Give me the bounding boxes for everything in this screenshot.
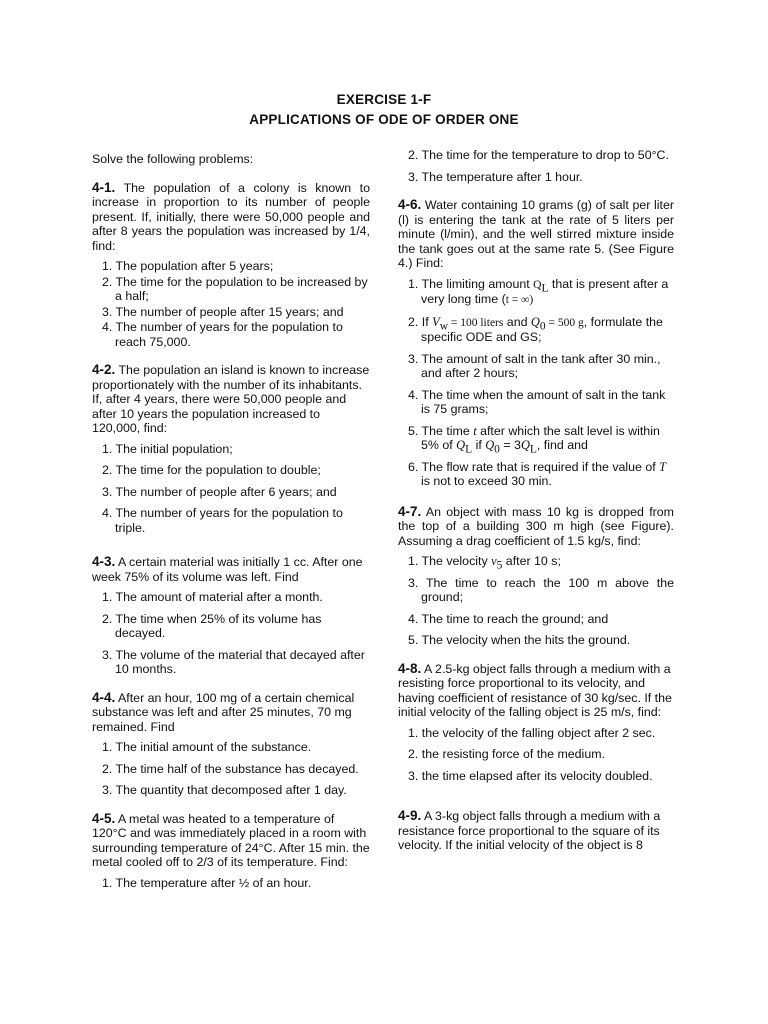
subquestion: 2. The time for the population to be increased by a half; xyxy=(102,274,368,303)
problem-statement xyxy=(398,505,674,549)
statement-text: An object with mass 10 kg is dropped from the top of a building 300 m high (see Figure). Assuming a drag coefficient of 1.5 kg/s, find: xyxy=(398,504,674,548)
problem-number: 4-6. xyxy=(398,197,422,212)
subquestion: 2. The time half of the substance has decayed. xyxy=(102,761,359,776)
subquestion: 5. The time t after which the salt level is within 5% of $Q_L$ if $Q_0 = 3Q_L$, find and xyxy=(408,423,660,456)
subquestion-list xyxy=(398,277,674,489)
statement-text: A certain material was initially 1 cc. After one week 75% of its volume was left. Find xyxy=(92,555,363,584)
document-header xyxy=(0,90,768,130)
subquestion-list xyxy=(92,442,370,536)
subquestion: 2. The time for the temperature to drop to 50°C. xyxy=(408,148,669,162)
statement-text: A 2.5-kg object falls through a medium with a resisting force proportional to its velocity, and having coefficient of resistance of 30 kg/sec. If the initial velocity of the falling object is 25 m/s, find: xyxy=(398,661,672,719)
problem-4-5 xyxy=(92,812,370,891)
subquestion: 3. The number of people after 15 years; and xyxy=(102,304,344,319)
subquestion: 3. The temperature after 1 hour. xyxy=(408,169,583,184)
statement-text: After an hour, 100 mg of a certain chemical substance was left and after 25 minutes, 70 mg remained. Find xyxy=(92,690,355,734)
problem-number: 4-7. xyxy=(398,503,422,519)
subquestion-list xyxy=(398,554,674,648)
subquestion: 4. The number of years for the population to triple. xyxy=(102,506,343,535)
exercise-title: EXERCISE 1-F xyxy=(336,92,432,107)
subquestion-list xyxy=(92,876,370,891)
problem-number: 4-9. xyxy=(398,808,422,823)
subquestion: 1. The temperature after ½ of an hour. xyxy=(102,875,312,890)
problem-statement xyxy=(92,181,370,254)
statement-text: Water containing 10 grams (g) of salt per liter (l) is entering the tank at the rate of 5 liters per minute (l/min), and the well stirred mixture inside the tank goes out at the same rate 5. (See Figure 4.) Find: xyxy=(398,198,674,270)
problem-4-2 xyxy=(92,363,370,535)
subquestion: 3. The time to reach the 100 m above the ground; xyxy=(408,575,674,604)
right-column xyxy=(398,148,674,867)
problem-number: 4-1. xyxy=(92,179,116,195)
statement-text: A metal was heated to a temperature of 120°C and was immediately placed in a room with surrounding temperature of 24°C. After 15 min. the metal cooled off to 2/3 of its temperature. Find: xyxy=(92,811,370,869)
left-column xyxy=(92,148,370,904)
subquestion-list xyxy=(92,590,370,677)
problem-number: 4-4. xyxy=(92,689,116,705)
problem-4-9 xyxy=(398,809,674,853)
subquestion: 1. the velocity of the falling object after 2 sec. xyxy=(408,725,656,740)
problem-4-3 xyxy=(92,555,370,677)
subquestion: 2. the resisting force of the medium. xyxy=(408,747,605,761)
subquestion: 6. The flow rate that is required if the value of T is not to exceed 30 min. xyxy=(408,459,667,488)
problem-number: 4-2. xyxy=(92,362,116,377)
subquestion: 4. The number of years for the population to reach 75,000. xyxy=(102,320,343,349)
subquestion: 1. The velocity $v_5$ after 10 s; xyxy=(408,554,561,572)
problem-4-7 xyxy=(398,505,674,648)
instructions: Solve the following problems: xyxy=(92,152,254,166)
subquestion: 3. The amount of salt in the tank after 30 min., and after 2 hours; xyxy=(408,351,661,380)
problem-4-4 xyxy=(92,691,370,798)
problem-statement xyxy=(398,662,674,720)
problem-statement xyxy=(92,363,370,436)
subquestion: 3. the time elapsed after its velocity doubled. xyxy=(408,768,653,783)
subquestion: 3. The volume of the material that decayed after 10 months. xyxy=(102,647,365,676)
subquestion: 1. The population after 5 years; xyxy=(102,259,274,273)
subquestion: 5. The velocity when the hits the ground. xyxy=(408,633,631,647)
subquestion-list xyxy=(398,726,674,784)
problem-4-1 xyxy=(92,181,370,350)
subquestion: 1. The initial amount of the substance. xyxy=(102,740,312,754)
problem-statement xyxy=(92,691,370,735)
exercise-subtitle: APPLICATIONS OF ODE OF ORDER ONE xyxy=(249,112,519,127)
subquestion: 1. The limiting amount $Q_L$ that is present after a very long time (t = ∞) xyxy=(408,276,669,306)
problem-statement xyxy=(92,812,370,870)
statement-text: A 3-kg object falls through a medium with a resistance force proportional to the square of its velocity. If the initial velocity of the object is 8 xyxy=(398,809,661,852)
statement-text: The population of a colony is known to increase in proportion to its number of people present. If, initially, there were 50,000 people and after 8 years the population was increased by 1/4, find: xyxy=(92,180,370,253)
problem-number: 4-8. xyxy=(398,660,422,676)
problem-statement xyxy=(398,198,674,271)
problem-statement xyxy=(398,809,674,853)
subquestion-list xyxy=(92,740,370,798)
subquestion: 1. The initial population; xyxy=(102,441,233,456)
subquestion: 4. The time to reach the ground; and xyxy=(408,611,609,626)
problem-statement xyxy=(92,555,370,584)
problem-4-8 xyxy=(398,662,674,784)
problem-4-6 xyxy=(398,198,674,489)
subquestion: 3. The quantity that decomposed after 1 day. xyxy=(102,783,347,797)
statement-text: The population an island is known to increase proportionately with the number of its inhabitants. If, after 4 years, there were 50,000 people and after 10 years the population increased to 120,000, find: xyxy=(92,363,370,435)
problem-4-5-continued xyxy=(398,148,674,184)
problem-number: 4-3. xyxy=(92,554,116,569)
problem-number: 4-5. xyxy=(92,810,116,826)
subquestion-list xyxy=(92,259,370,349)
subquestion: 3. The number of people after 6 years; and xyxy=(102,484,337,499)
subquestion: 2. The time for the population to double; xyxy=(102,463,321,477)
subquestion: 4. The time when the amount of salt in the tank is 75 grams; xyxy=(408,387,666,416)
subquestion: 2. The time when 25% of its volume has decayed. xyxy=(102,611,322,640)
subquestion: 1. The amount of material after a month. xyxy=(102,590,323,604)
subquestion: 2. If $V_w = 100$ liters and $Q_0 = 500$ g, formulate the specific ODE and GS; xyxy=(408,314,663,344)
